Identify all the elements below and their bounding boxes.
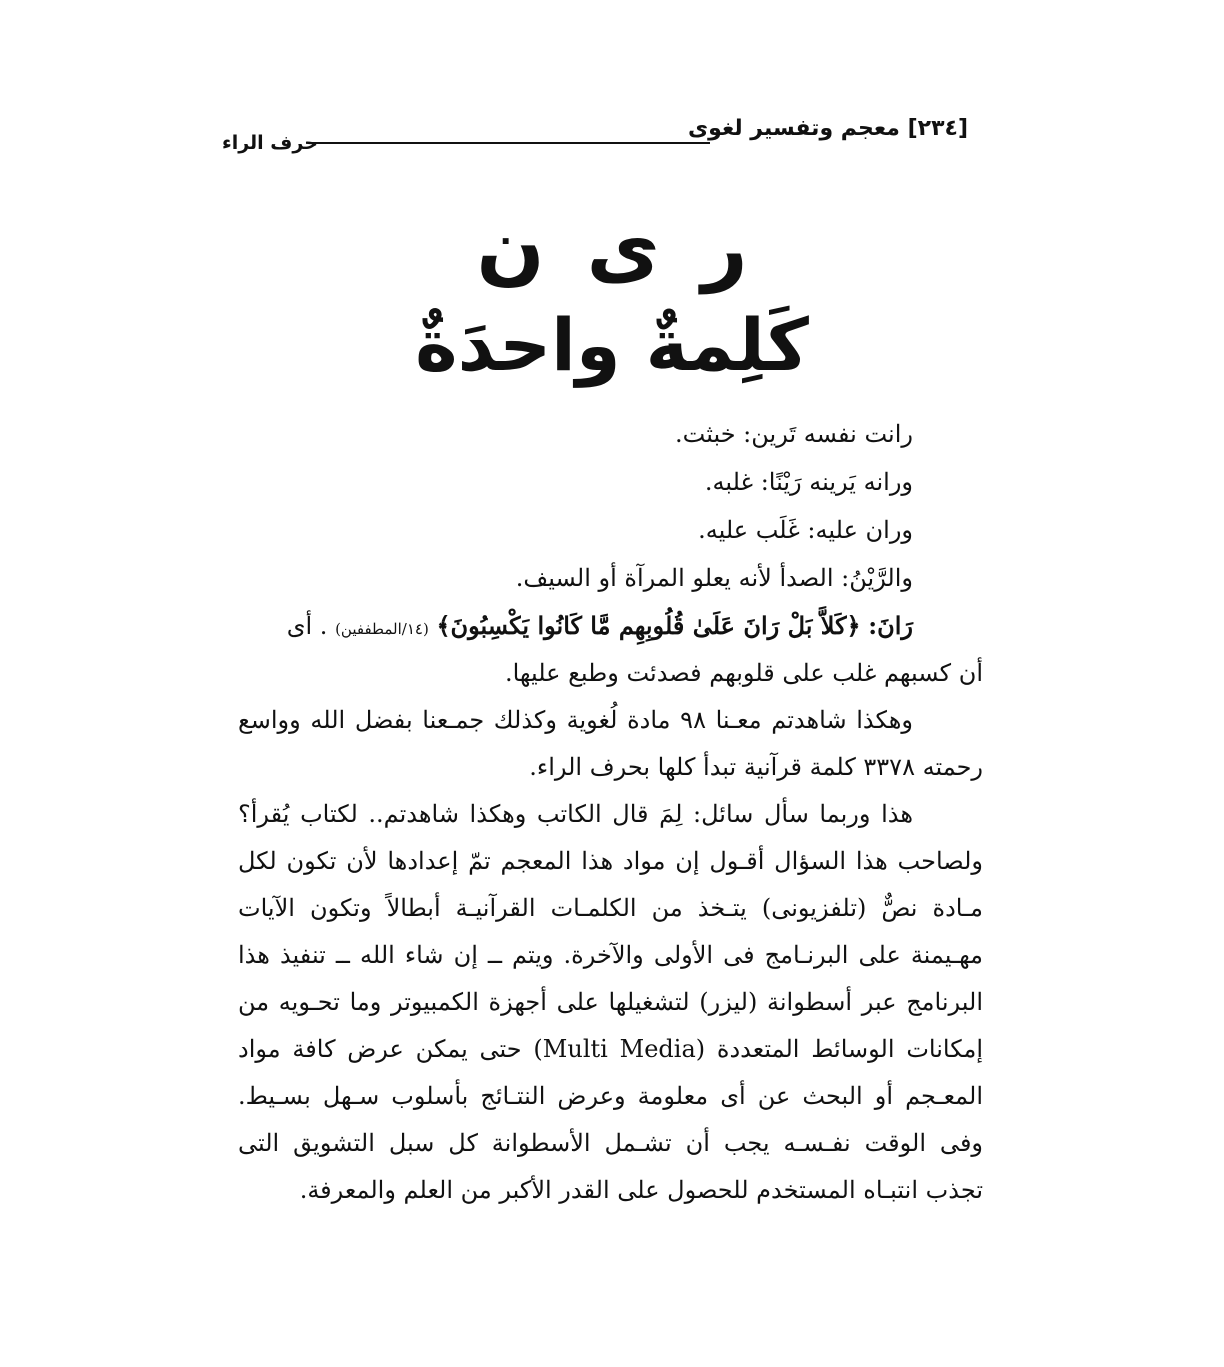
summary-paragraph: وهكذا شاهدتم معـنا ٩٨ مادة لُغوية وكذلك جمـعنا بفضل الله وواسع رحمته ٣٣٧٨ كلمة قرآنية تبدأ كلها بحرف الراء.	[238, 706, 983, 781]
closing-paragraph: هذا وربما سأل سائل: لِمَ قال الكاتب وهكذا شاهدتم.. لكتاب يُقرأ؟ ولصاحب هذا السؤال أقـول إن مواد هذا المعجم تمّ إعدادها لأن تكون لكل مـادة نصٌّ (تلفزيونى) يتـخذ من الكلمـات القرآنيـة أبطالاً وتكون الآيات مهـيمنة على البرنـامج فى الأولى والآخرة. ويتم ــ إن شاء الله ــ تنفيذ هذا البرنامج عبر أسطوانة (ليزر) لتشغيلها على أجهزة الكمبيوتر وما تحـويه من إمكانات الوسائط المتعددة (Multi Media) حتى يمكن عرض كافة مواد المعـجم أو البحث عن أى معلومة وعرض النتـائج بأسلوب سـهل بسـيط. وفى الوقت نفـسـه يجب أن تشـمل الأسطوانة كل سبل التشويق التى تجذب انتبـاه المستخدم للحصول على القدر الأكبر من العلم والمعرفة.	[238, 800, 984, 1204]
entry-line: وران عليه: غَلَب عليه.	[698, 516, 913, 544]
running-header	[222, 112, 968, 152]
section-title: حرف الراء	[222, 132, 318, 154]
verse-head: رَانَ:	[868, 611, 913, 640]
header-rule	[310, 142, 710, 144]
book-title: [٢٣٤] معجم وتفسير لغوى	[688, 116, 968, 141]
verse-line	[238, 602, 983, 650]
quran-verse: ﴿كَلاَّ بَلْ رَانَ عَلَىٰ قُلُوبِهِم مَّا كَانُوا يَكْسِبُونَ﴾	[436, 611, 861, 640]
entry-line: رانت نفسه تَرين: خبثت.	[675, 420, 913, 448]
entries-block	[238, 410, 983, 1214]
root-letters-heading: ر ى ن	[476, 201, 748, 294]
entry-line: والرَّيْنُ: الصدأ لأنه يعلو المرآة أو السيف.	[515, 564, 913, 592]
entry-line: ورانه يَرينه رَيْنًا: غلبه.	[704, 468, 913, 496]
word-count-heading: كَلِمةٌ واحدَةٌ	[415, 303, 809, 387]
verse-explanation: أن كسبهم غلب على قلوبهم فصدئت وطبع عليها.	[504, 659, 983, 687]
verse-reference: (١٤/المطففين)	[335, 620, 429, 638]
verse-tail: . أى	[286, 612, 328, 640]
